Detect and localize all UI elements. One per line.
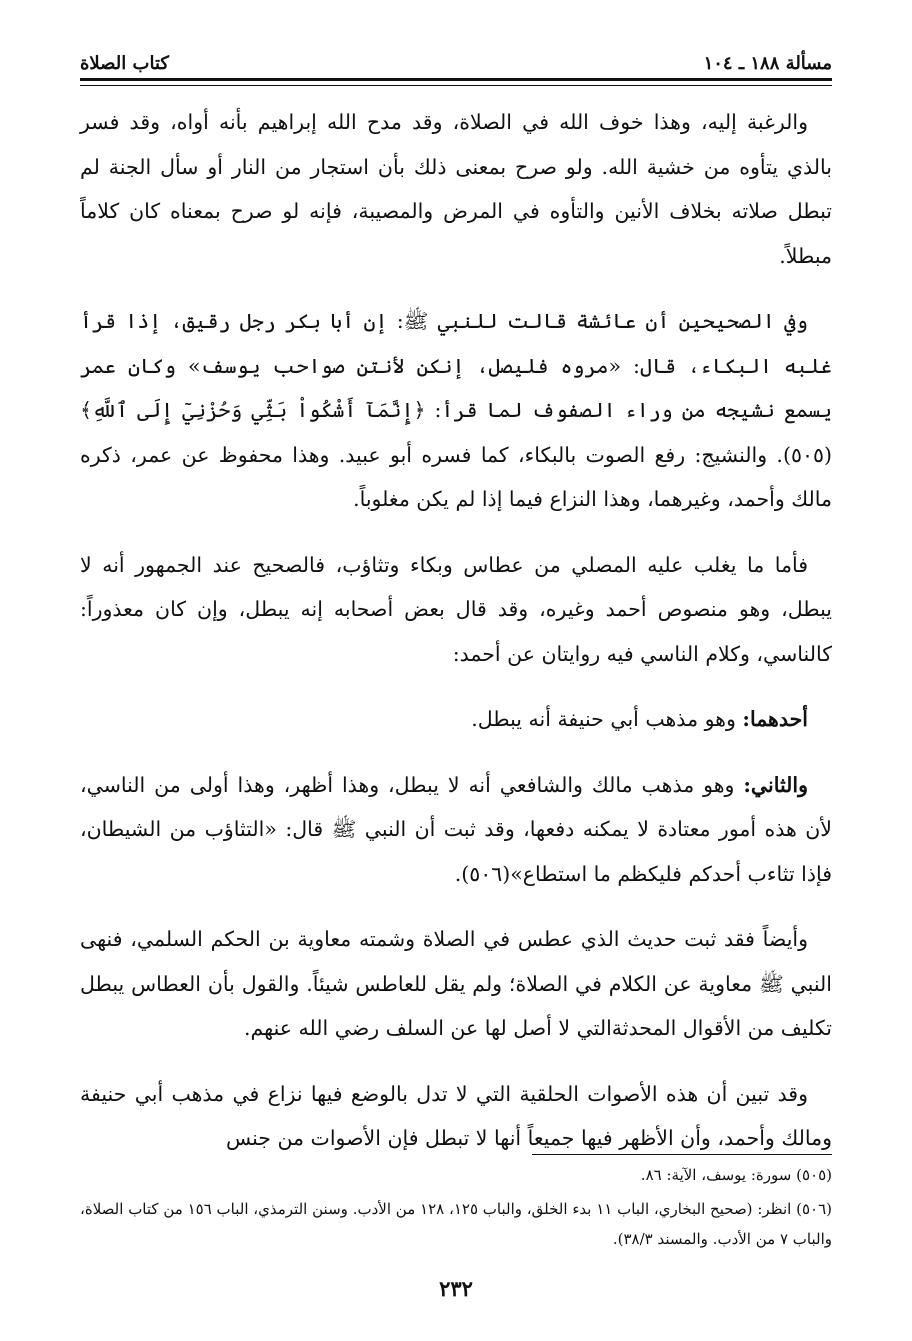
paragraph (80, 697, 832, 742)
footnote-separator (532, 1154, 832, 1155)
paragraph-text: وفي الصحيحين أن عائشة قالت للنبي ﷺ: إن أبا بكر رجل رقيق، إذا قرأ غلبه البكاء، قال: «مروه فليصل، إنكن لأنتن صواحب يوسف» وكان عمر يسمع نشيجه من وراء الصفوف لما قرأ: ﴿إِنَّمَآ أَشْكُواْ بَثِّي وَحُزْنِيٓ إِلَى ٱللَّهِ﴾(٥٠٥). والنشيج: رفع الصوت بالبكاء، كما فسره أبو عبيد. وهذا محفوظ عن عمر، ذكره مالك وأحمد، وغيرهما، وهذا النزاع فيما إذا لم يكن مغلوباً. (80, 309, 832, 511)
paragraph (80, 543, 832, 677)
paragraph-text: وهو مذهب مالك والشافعي أنه لا يبطل، وهذا أظهر، وهذا أولى من الناسي، لأن هذه أمور معتادة لا يمكنه دفعها، وقد ثبت أن النبي ﷺ قال: «التثاؤب من الشيطان، فإذا تثاءب أحدكم فليكظم ما استطاع»(٥٠٦). (80, 772, 832, 886)
header-rule-thick (80, 78, 832, 81)
footnote: (٥٠٦) انظر: (صحيح البخاري، الباب ١١ بدء الخلق، والباب ١٢٥، ١٢٨ من الأدب. وسنن الترمذي، الباب ١٥٦ من كتاب الصلاة، والباب ٧ من الأدب. والمسند ٣٨/٣). (80, 1200, 832, 1248)
paragraph (80, 763, 832, 897)
paragraph-text: وقد تبين أن هذه الأصوات الحلقية التي لا تدل بالوضع فيها نزاع في مذهب أبي حنيفة ومالك وأحمد، وأن الأظهر فيها جميعاً أنها لا تبطل فإن الأصوات من جنس (80, 1081, 832, 1150)
header-section: مسألة ١٨٨ ـ ١٠٤ (703, 53, 832, 74)
paragraph-text: والرغبة إليه، وهذا خوف الله في الصلاة، وقد مدح الله إبراهيم بأنه أواه، وقد فسر بالذي يتأوه من خشية الله. ولو صرح بمعنى ذلك بأن استجار من النار أو سأل الجنة لم تبطل صلاته بخلاف الأنين والتأوه في المرض والمصيبة، فإنه لو صرح بمعناه كان كلاماً مبطلاً. (80, 110, 832, 268)
body-text (80, 100, 832, 1182)
paragraph-text: فأما ما يغلب عليه المصلي من عطاس وبكاء وتثاؤب، فالصحيح عند الجمهور أنه لا يبطل، وهو منصوص أحمد وغيره، وقد قال بعض أصحابه إنه يبطل، وإن كان معذوراً: كالناسي، وكلام الناسي فيه روايتان عن أحمد: (80, 552, 832, 666)
paragraph (80, 917, 832, 1051)
paragraph (80, 100, 832, 278)
paragraph (80, 1072, 832, 1161)
page-number: ٢٣٢ (439, 1276, 473, 1301)
paragraph-lead: أحدهما: (742, 707, 808, 731)
paragraph-lead: والثاني: (743, 772, 808, 797)
footnote: (٥٠٥) سورة: يوسف، الآية: ٨٦. (640, 1166, 832, 1184)
paragraph-text: وهو مذهب أبي حنيفة أنه يبطل. (471, 707, 743, 731)
paragraph (80, 299, 832, 522)
footnotes (80, 1160, 832, 1258)
paragraph-text: وأيضاً فقد ثبت حديث الذي عطس في الصلاة وشمته معاوية بن الحكم السلمي، فنهى النبي ﷺ معاوية عن الكلام في الصلاة؛ ولم يقل للعاطس شيئاً. والقول بأن العطاس يبطل تكليف من الأقوال المحدثةالتي لا أصل لها عن السلف رضي الله عنهم. (80, 927, 832, 1040)
header-rule-thin (80, 85, 832, 86)
header-book-title: كتاب الصلاة (80, 53, 169, 74)
running-header (80, 38, 832, 74)
